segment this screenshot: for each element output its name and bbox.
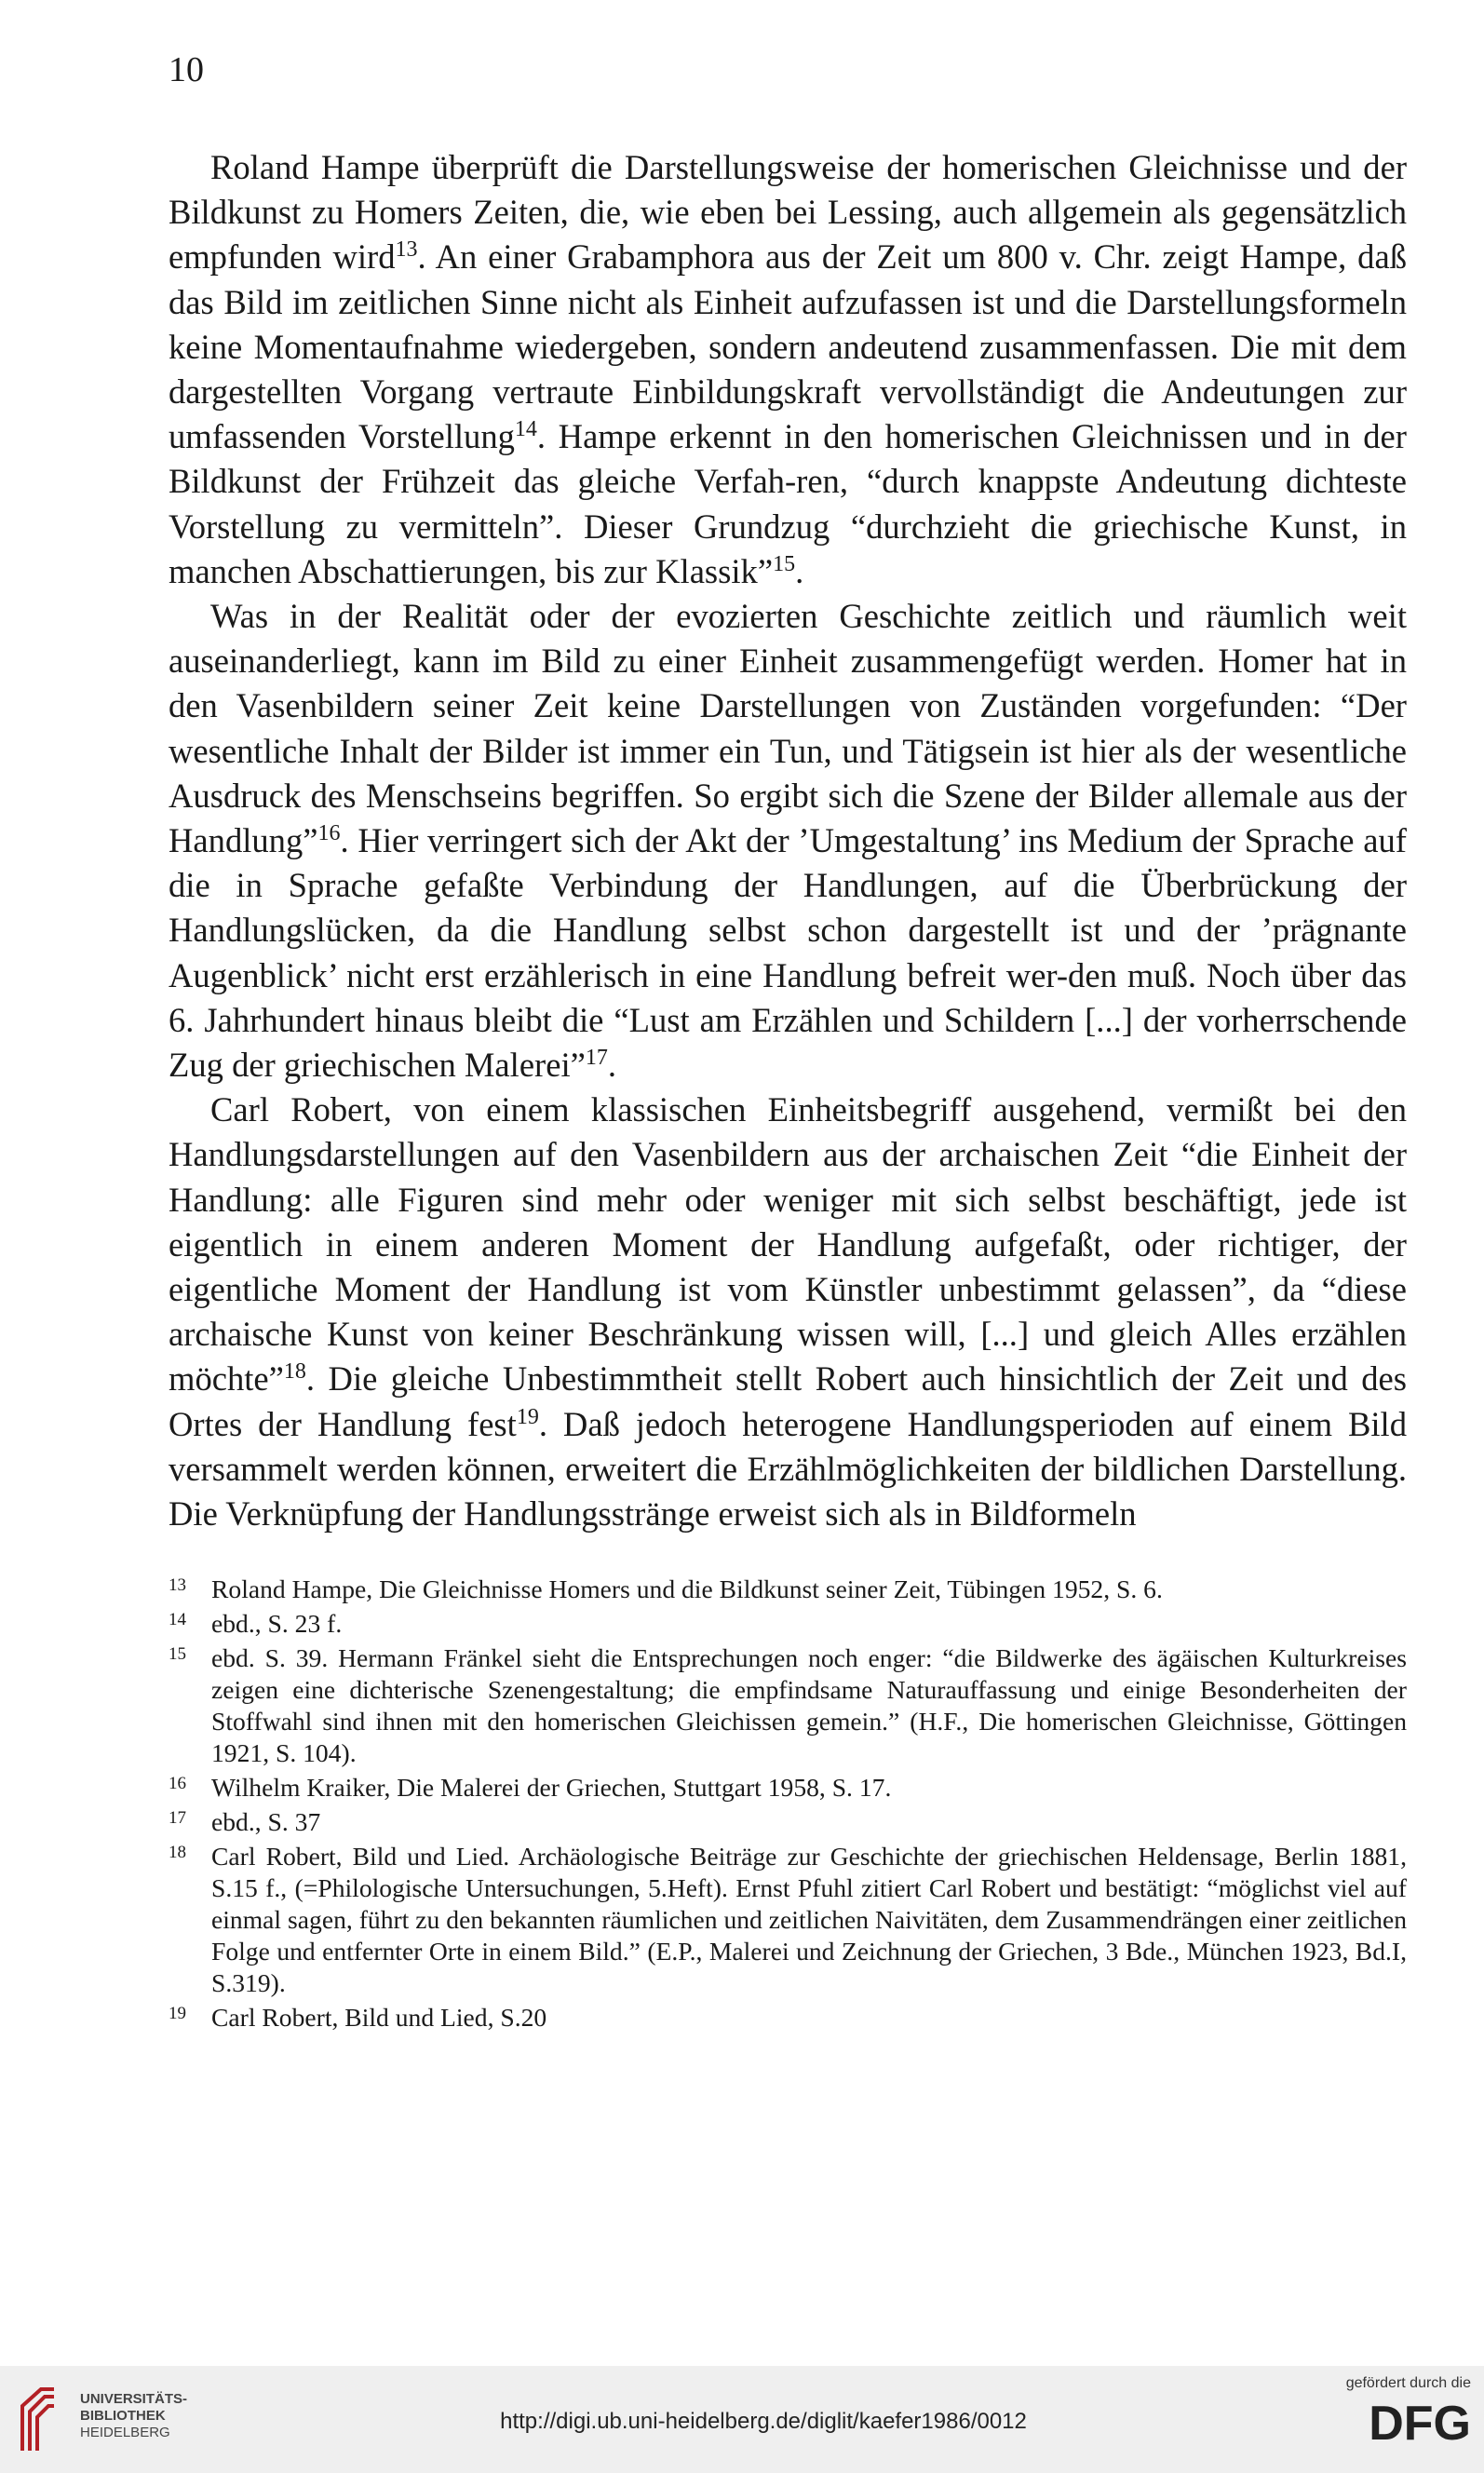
- paragraph-text: Roland Hampe überprüft die Darstellungsweise der homerischen Gleichnisse und der Bildkunst zu Homers Zeiten, die, wie eben bei Lessing, auch allgemein als gegensätzlich empfunden wird: [169, 148, 1407, 277]
- paragraph-text: . An einer Grabamphora aus der Zeit um 800 v. Chr. zeigt Hampe, daß das Bild im zeitlichen Sinne nicht als Einheit aufzufassen ist und die Darstellungsformeln keine Momentaufnahme wiedergeben, sondern andeutend zusammenfassen. Die mit dem dargestellten Vorgang vertraute Einbildungskraft vervollständigt die Andeutungen zur umfassenden Vorstellung: [169, 237, 1407, 456]
- footnote-text: Roland Hampe, Die Gleichnisse Homers und die Bildkunst seiner Zeit, Tübingen 1952, S. 6.: [211, 1574, 1163, 1603]
- body-text: [169, 145, 1407, 1536]
- footnote-ref[interactable]: 14: [514, 417, 537, 442]
- paragraph-text: . Hampe erkennt in den homerischen Gleichnissen und in der Bildkunst der Frühzeit das gleiche Verfah-ren, “durch knappste Andeutung dichteste Vorstellung zu vermitteln”. Dieser Grundzug “durchzieht die griechische Kunst, in manchen Abschattierungen, bis zur Klassik”: [169, 417, 1407, 590]
- funder-text: gefördert durch die: [1345, 2375, 1471, 2391]
- footnote: [169, 1574, 1407, 1605]
- footnote-ref[interactable]: 18: [283, 1359, 306, 1385]
- footnote-ref[interactable]: 17: [585, 1045, 608, 1070]
- footnote-ref[interactable]: 13: [395, 237, 418, 263]
- footnote: [169, 2002, 1407, 2034]
- library-name-line: BIBLIOTHEK: [80, 2408, 166, 2424]
- funder-block[interactable]: [1294, 2374, 1471, 2443]
- footnote-text: Carl Robert, Bild und Lied, S.20: [211, 2003, 547, 2032]
- paragraph-text: Was in der Realität oder der evozierten Geschichte zeitlich und räumlich weit auseinanderliegt, kann im Bild zu einer Einheit zusammengefügt werden. Homer hat in den Vasenbildern seiner Zeit keine Darstellungen von Zuständen vorgefunden: “Der wesentliche Inhalt der Bilder ist immer ein Tun, und Tätigsein ist hier als der wesentliche Ausdruck des Menschseins begriffen. So ergibt sich die Szene der Bilder allemale aus der Handlung”: [169, 597, 1407, 860]
- paragraph-text: Carl Robert, von einem klassischen Einheitsbegriff ausgehend, vermißt bei den Handlungsdarstellungen auf den Vasenbildern aus der archaischen Zeit “die Einheit der Handlung: alle Figuren sind mehr oder weniger mit sich selbst beschäftigt, jede ist eigentlich in einem anderen Moment der Handlung aufgefaßt, oder richtiger, der eigentliche Moment der Handlung ist vom Künstler unbestimmt gelassen”, da “diese archaische Kunst von keiner Beschränkung wissen will, [...] und gleich Alles erzählen möchte”: [169, 1090, 1407, 1399]
- footnote-ref[interactable]: 19: [516, 1404, 539, 1429]
- footnote: [169, 1642, 1407, 1769]
- footnote: [169, 1608, 1407, 1640]
- permalink-url[interactable]: http://digi.ub.uni-heidelberg.de/diglit/kaefer1986/0012: [500, 2409, 1027, 2434]
- footnote-ref[interactable]: 16: [317, 820, 341, 845]
- paragraph-text: . Daß jedoch heterogene Handlungsperioden auf einem Bild versammelt werden können, erweitert die Erzählmöglichkeiten der bildlichen Darstellung. Die Verknüpfung der Handlungsstränge erweist sich als in Bildformeln: [169, 1404, 1407, 1534]
- page-number: 10: [169, 50, 204, 89]
- footnote-ref[interactable]: 15: [773, 551, 796, 576]
- footnote-text: Carl Robert, Bild und Lied. Archäologische Beiträge zur Geschichte der griechischen Heldensage, Berlin 1881, S.15 f., (=Philologische Untersuchungen, 5.Heft). Ernst Pfuhl zitiert Carl Robert und bestätigt: “möglichst viel auf einmal sagen, führt zu den bekannten räumlichen und zeitlichen Naivitäten, dem Zusammendrängen einer zeitlichen Folge und entfernter Orte in einem Bild.” (E.P., Malerei und Zeichnung der Griechen, 3 Bde., München 1923, Bd.I, S.319).: [211, 1842, 1407, 1997]
- footnote-number: 19: [169, 2004, 186, 2023]
- paragraph-2: [169, 594, 1407, 1088]
- paragraph-text: .: [607, 1046, 617, 1085]
- footnote-number: 14: [169, 1610, 186, 1629]
- library-name[interactable]: [80, 2391, 187, 2441]
- footnote-number: 15: [169, 1644, 186, 1664]
- library-name-line: UNIVERSITÄTS-: [80, 2391, 188, 2407]
- library-name-line: HEIDELBERG: [80, 2425, 170, 2440]
- footnote-text: ebd., S. 23 f.: [211, 1609, 343, 1638]
- footnote: [169, 1841, 1407, 1999]
- footnote-text: ebd., S. 37: [211, 1807, 321, 1836]
- footnote-number: 16: [169, 1774, 186, 1793]
- paragraph-text: . Die gleiche Unbestimmtheit stellt Robert auch hinsichtlich der Zeit und des Ortes der Handlung fest: [169, 1359, 1407, 1443]
- footnote: [169, 1772, 1407, 1804]
- dfg-logo-text: DFG: [1369, 2399, 1471, 2443]
- paragraph-1: [169, 145, 1407, 594]
- footnote: [169, 1806, 1407, 1838]
- paragraph-text: . Hier verringert sich der Akt der ’Umgestaltung’ ins Medium der Sprache auf die in Sprache gefaßte Verbindung der Handlungen, auf die Überbrückung der Handlungslücken, da die Handlung selbst schon dargestellt ist und der ’prägnante Augenblick’ nicht erst erzählerisch in eine Handlung befreit wer-den muß. Noch über das 6. Jahrhundert hinaus bleibt die “Lust am Erzählen und Schildern [...] der vorherrschende Zug der griechischen Malerei”: [169, 821, 1407, 1085]
- footnote-number: 13: [169, 1575, 186, 1595]
- footnote-text: ebd. S. 39. Hermann Fränkel sieht die Entsprechungen noch enger: “die Bildwerke des ägäischen Kulturkreises zeigen eine dichterische Szenengestaltung; die empfindsame Naturauffassung und einige Besonderheiten der Stoffwahl sind ihnen mit den homerischen Gleichissen gemein.” (H.F., Die homerischen Gleichnisse, Göttingen 1921, S. 104).: [211, 1643, 1407, 1767]
- footnotes: [169, 1574, 1407, 2036]
- paragraph-text: .: [795, 551, 804, 590]
- library-logo-icon[interactable]: [17, 2385, 60, 2453]
- footnote-number: 17: [169, 1808, 186, 1828]
- dfg-logo-icon: [1331, 2399, 1471, 2443]
- footnote-number: 18: [169, 1843, 186, 1862]
- paragraph-3: [169, 1088, 1407, 1536]
- footnote-text: Wilhelm Kraiker, Die Malerei der Griechen, Stuttgart 1958, S. 17.: [211, 1773, 892, 1802]
